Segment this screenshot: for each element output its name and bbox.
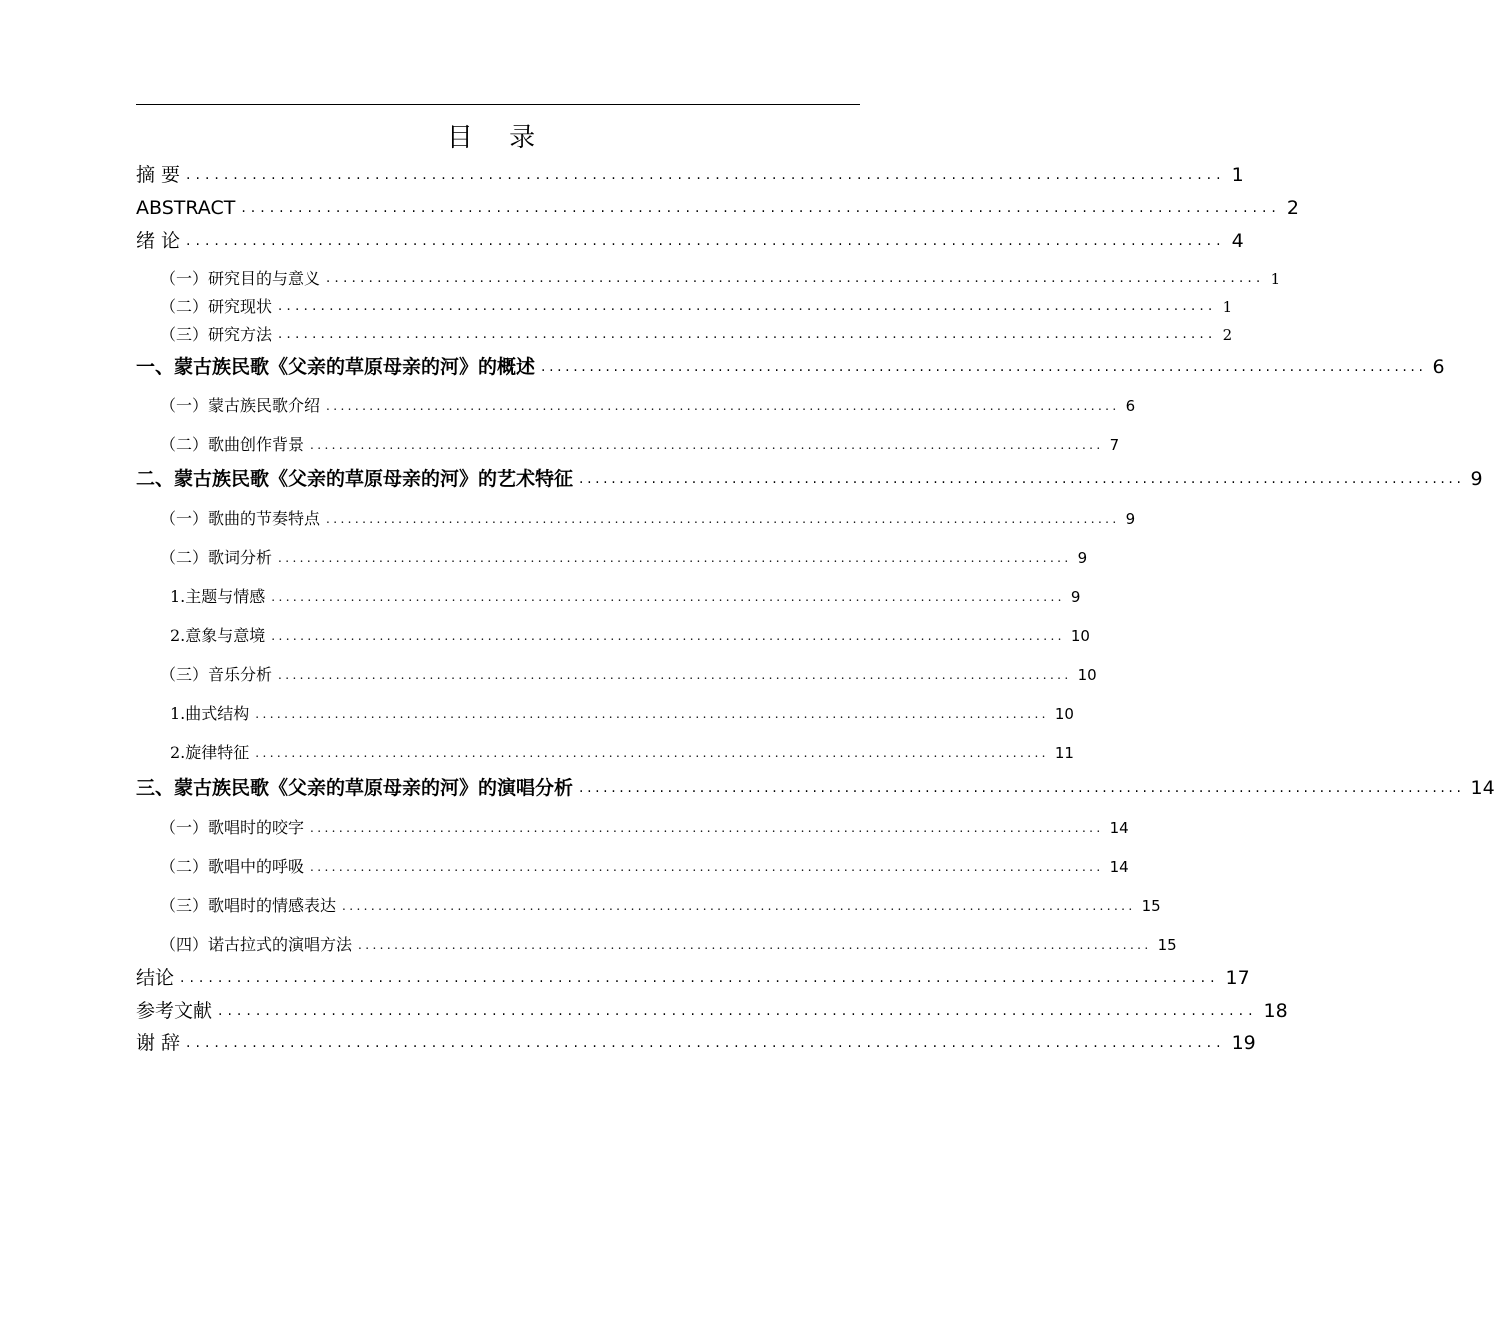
toc-entry[interactable] <box>160 855 1129 879</box>
dot-leader: .............................................................................................................. <box>358 938 1152 952</box>
toc-entry[interactable] <box>160 394 1136 418</box>
toc-entry-page: 14 <box>1109 858 1129 876</box>
toc-entry[interactable] <box>170 624 1090 648</box>
toc-entry[interactable] <box>160 546 1088 570</box>
toc-entry[interactable] <box>170 702 1074 726</box>
toc-entry-label: 2.旋律特征 <box>170 743 250 762</box>
toc-entry[interactable] <box>160 663 1097 687</box>
dot-leader: .............................................................................................................. <box>186 233 1226 249</box>
toc-entry-label: 1.主题与情感 <box>170 587 266 606</box>
toc-entry-page: 14 <box>1109 819 1129 837</box>
toc-entry-page: 9 <box>1125 510 1136 528</box>
toc-entry-page: 9 <box>1070 588 1081 606</box>
toc-entry-page: 4 <box>1231 230 1244 252</box>
toc-entry-page: 1 <box>1231 164 1244 186</box>
toc-entry-label: （一）蒙古族民歌介绍 <box>160 396 321 415</box>
dot-leader: .............................................................................................................. <box>541 359 1427 375</box>
toc-entry-page: 14 <box>1470 777 1495 799</box>
toc-entry-label: 谢 辞 <box>136 1032 181 1054</box>
toc-entry-label: 2.意象与意境 <box>170 626 266 645</box>
toc-entry[interactable] <box>136 354 1445 380</box>
toc-entry-page: 15 <box>1157 936 1177 954</box>
toc-entry-label: （三）歌唱时的情感表达 <box>160 896 337 915</box>
dot-leader: .............................................................................................................. <box>255 746 1049 760</box>
toc-entry[interactable] <box>136 775 1495 801</box>
toc-entry-label: （一）歌曲的节奏特点 <box>160 509 321 528</box>
toc-entry-page: 1 <box>1270 270 1281 288</box>
toc-entry[interactable] <box>170 585 1081 609</box>
toc-entry-label: ABSTRACT <box>136 197 236 219</box>
toc-entry[interactable] <box>136 965 1250 991</box>
dot-leader: .............................................................................................................. <box>271 629 1065 643</box>
toc-entry[interactable] <box>170 741 1074 765</box>
dot-leader: .............................................................................................................. <box>278 551 1072 565</box>
toc-entry-label: （二）歌曲创作背景 <box>160 435 305 454</box>
toc-entry-label: （三）音乐分析 <box>160 665 273 684</box>
dot-leader: .............................................................................................................. <box>579 780 1465 796</box>
toc-entry-label: 参考文献 <box>136 1000 213 1022</box>
dot-leader: .............................................................................................................. <box>241 200 1281 216</box>
dot-leader: .............................................................................................................. <box>180 970 1220 986</box>
toc-entry[interactable] <box>160 324 1233 346</box>
toc-entry[interactable] <box>160 933 1177 957</box>
dot-leader: .............................................................................................................. <box>326 271 1265 286</box>
dot-leader: .............................................................................................................. <box>579 471 1465 487</box>
toc-entry-page: 18 <box>1263 1000 1288 1022</box>
dot-leader: .............................................................................................................. <box>278 299 1217 314</box>
toc-entry-page: 2 <box>1222 326 1233 344</box>
toc-entry-label: （四）诺古拉式的演唱方法 <box>160 935 353 954</box>
toc-entry-label: 绪 论 <box>136 230 181 252</box>
toc-entry-label: 摘 要 <box>136 164 181 186</box>
dot-leader: .............................................................................................................. <box>326 399 1120 413</box>
dot-leader: .............................................................................................................. <box>278 668 1072 682</box>
dot-leader: .............................................................................................................. <box>255 707 1049 721</box>
toc-entry[interactable] <box>136 195 1299 221</box>
toc-entry-page: 6 <box>1432 356 1445 378</box>
toc-entry[interactable] <box>160 268 1281 290</box>
dot-leader: .............................................................................................................. <box>278 327 1217 342</box>
toc-entry-page: 10 <box>1077 666 1097 684</box>
toc-entry-page: 9 <box>1077 549 1088 567</box>
toc-entry[interactable] <box>160 816 1129 840</box>
toc-entry-page: 2 <box>1286 197 1299 219</box>
dot-leader: .............................................................................................................. <box>186 1035 1226 1051</box>
toc-entry-label: （二）歌词分析 <box>160 548 273 567</box>
toc-entry[interactable] <box>136 1030 1256 1056</box>
dot-leader: .............................................................................................................. <box>310 821 1104 835</box>
toc-entry[interactable] <box>160 296 1233 318</box>
toc-entry-page: 19 <box>1231 1032 1256 1054</box>
toc-entry[interactable] <box>136 162 1244 188</box>
toc-entry-label: （一）研究目的与意义 <box>160 269 321 288</box>
toc-entry[interactable] <box>160 507 1136 531</box>
dot-leader: .............................................................................................................. <box>326 512 1120 526</box>
toc-entry-page: 15 <box>1141 897 1161 915</box>
dot-leader: .............................................................................................................. <box>186 167 1226 183</box>
toc-entry[interactable] <box>136 466 1483 492</box>
toc-entry-label: （二）歌唱中的呼吸 <box>160 857 305 876</box>
toc-entry-label: 1.曲式结构 <box>170 704 250 723</box>
dot-leader: .............................................................................................................. <box>342 899 1136 913</box>
toc-entry-label: 二、蒙古族民歌《父亲的草原母亲的河》的艺术特征 <box>136 468 574 490</box>
toc-entry-label: （三）研究方法 <box>160 325 273 344</box>
toc-entry-page: 6 <box>1125 397 1136 415</box>
toc-entry[interactable] <box>160 433 1120 457</box>
toc-entry-page: 1 <box>1222 298 1233 316</box>
toc-entry[interactable] <box>160 894 1161 918</box>
toc-entry-label: （二）研究现状 <box>160 297 273 316</box>
toc-entry-page: 11 <box>1054 744 1074 762</box>
toc-entry-page: 7 <box>1109 436 1120 454</box>
toc-entry-label: 结论 <box>136 967 175 989</box>
toc-title: 目 录 <box>446 123 550 153</box>
toc-entry-page: 9 <box>1470 468 1483 490</box>
dot-leader: .............................................................................................................. <box>218 1003 1258 1019</box>
toc-entry-label: （一）歌唱时的咬字 <box>160 818 305 837</box>
dot-leader: .............................................................................................................. <box>271 590 1065 604</box>
dot-leader: .............................................................................................................. <box>310 438 1104 452</box>
dot-leader: .............................................................................................................. <box>310 860 1104 874</box>
toc-entry-page: 17 <box>1225 967 1250 989</box>
toc-entry-page: 10 <box>1054 705 1074 723</box>
toc-entry-label: 一、蒙古族民歌《父亲的草原母亲的河》的概述 <box>136 356 536 378</box>
toc-entry[interactable] <box>136 998 1288 1024</box>
toc-entry-page: 10 <box>1070 627 1090 645</box>
toc-entry-label: 三、蒙古族民歌《父亲的草原母亲的河》的演唱分析 <box>136 777 574 799</box>
header-rule <box>136 104 860 105</box>
toc-entry[interactable] <box>136 228 1244 254</box>
